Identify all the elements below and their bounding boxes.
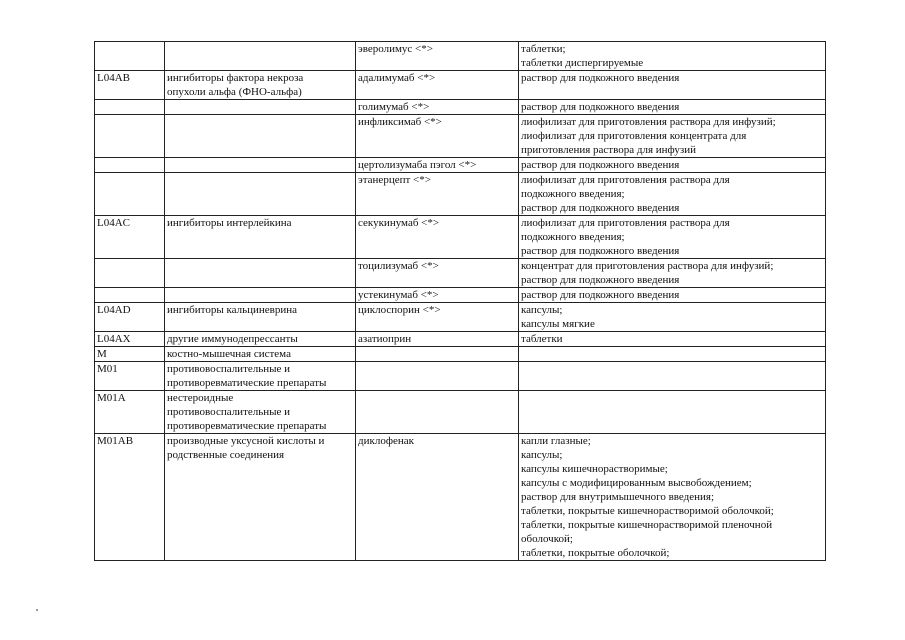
atc-code — [97, 115, 162, 129]
pharmacological-group-cell — [165, 115, 356, 158]
drug-name-cell — [356, 216, 519, 259]
drug-name: адалимумаб <*> — [358, 72, 436, 84]
table-row — [95, 362, 826, 391]
drug-name-cell — [356, 100, 519, 115]
group-line: костно-мышечная система — [167, 348, 291, 360]
atc-code-cell — [95, 288, 165, 303]
drug-name-cell — [356, 173, 519, 216]
atc-code — [97, 42, 162, 56]
table-row — [95, 303, 826, 332]
table-row — [95, 216, 826, 259]
drug-name-cell — [356, 42, 519, 71]
group-line: другие иммунодепрессанты — [167, 333, 298, 345]
table-row — [95, 434, 826, 561]
atc-code: M01A — [97, 392, 126, 404]
dosage-form-line: таблетки — [521, 333, 563, 345]
atc-code-cell — [95, 216, 165, 259]
dosage-form-line: капсулы; — [521, 304, 563, 316]
atc-code-cell — [95, 362, 165, 391]
atc-code-cell — [95, 158, 165, 173]
dosage-forms-cell — [519, 100, 826, 115]
dosage-form-line: капсулы мягкие — [521, 318, 595, 330]
pharmacological-group-cell — [165, 71, 356, 100]
dosage-forms-cell — [519, 115, 826, 158]
drug-name-cell — [356, 347, 519, 362]
table-row — [95, 391, 826, 434]
dosage-forms-cell — [519, 347, 826, 362]
dosage-form-line: капли глазные; — [521, 435, 591, 447]
atc-code-cell — [95, 115, 165, 158]
group-line: производные уксусной кислоты и — [167, 435, 325, 447]
atc-code-cell — [95, 332, 165, 347]
group-line: противоревматические препараты — [167, 377, 327, 389]
drug-name — [358, 347, 516, 361]
drug-name-cell — [356, 259, 519, 288]
atc-code: M01 — [97, 363, 118, 375]
atc-code-cell — [95, 71, 165, 100]
atc-code — [97, 259, 162, 273]
drug-name: голимумаб <*> — [358, 101, 430, 113]
drug-name: цертолизумаба пэгол <*> — [358, 159, 477, 171]
drug-name-cell — [356, 434, 519, 561]
dosage-form-line: таблетки; — [521, 43, 566, 55]
pharmacological-group-cell — [165, 391, 356, 434]
atc-code: L04AB — [97, 72, 130, 84]
table-row — [95, 115, 826, 158]
dosage-forms-cell — [519, 362, 826, 391]
dosage-forms-cell — [519, 158, 826, 173]
pharmacological-group-cell — [165, 434, 356, 561]
dosage-form-line: лиофилизат для приготовления раствора для — [521, 217, 730, 229]
dosage-form-line: концентрат для приготовления раствора для инфузий; — [521, 260, 774, 272]
dosage-form-line: раствор для подкожного введения — [521, 245, 680, 257]
table-row — [95, 259, 826, 288]
dosage-forms-cell — [519, 216, 826, 259]
drug-name-cell — [356, 362, 519, 391]
atc-code-cell — [95, 42, 165, 71]
dosage-form-line: лиофилизат для приготовления раствора для инфузий; — [521, 116, 776, 128]
group-line: противовоспалительные и — [167, 363, 291, 375]
dosage-form-line: раствор для подкожного введения — [521, 202, 680, 214]
drug-name: тоцилизумаб <*> — [358, 260, 439, 272]
dosage-form-line: раствор для подкожного введения — [521, 289, 680, 301]
dosage-forms-cell — [519, 303, 826, 332]
drug-name: устекинумаб <*> — [358, 289, 439, 301]
atc-code: L04AX — [97, 333, 131, 345]
dosage-form-line: капсулы; — [521, 449, 563, 461]
pharmacological-group-cell — [165, 216, 356, 259]
dosage-forms-cell — [519, 173, 826, 216]
dosage-form-line: таблетки диспергируемые — [521, 57, 644, 69]
dosage-form-line: таблетки, покрытые оболочкой; — [521, 547, 670, 559]
dosage-form-line: капсулы с модифицированным высвобождением; — [521, 477, 752, 489]
dosage-form-line: подкожного введения; — [521, 231, 625, 243]
dosage-form-line: раствор для подкожного введения — [521, 274, 680, 286]
dosage-form-line: раствор для подкожного введения — [521, 101, 680, 113]
drug-name-cell — [356, 115, 519, 158]
atc-code — [97, 158, 162, 172]
dosage-forms-cell — [519, 332, 826, 347]
drug-name: диклофенак — [358, 435, 414, 447]
pharmacological-group-cell — [165, 347, 356, 362]
scan-speck — [36, 609, 38, 611]
drug-name: циклоспорин <*> — [358, 304, 441, 316]
group-line: противоревматические препараты — [167, 420, 327, 432]
group-line: родственные соединения — [167, 449, 285, 461]
atc-code: L04AC — [97, 217, 130, 229]
pharmacological-group-cell — [165, 173, 356, 216]
atc-code-cell — [95, 391, 165, 434]
group-line: ингибиторы фактора некроза — [167, 72, 304, 84]
pharmacological-group-cell — [165, 100, 356, 115]
dosage-form-line: оболочкой; — [521, 533, 573, 545]
pharmacological-group-cell — [165, 158, 356, 173]
atc-code — [97, 100, 162, 114]
pharmacological-group-cell — [165, 303, 356, 332]
drug-table — [94, 41, 826, 561]
drug-name: азатиоприн — [358, 333, 412, 345]
table-row — [95, 71, 826, 100]
dosage-form-line: лиофилизат для приготовления раствора для — [521, 174, 730, 186]
atc-code — [97, 173, 162, 187]
pharmacological-group-cell — [165, 42, 356, 71]
dosage-form-line: таблетки, покрытые кишечнорастворимой пленочной — [521, 519, 773, 531]
dosage-forms-cell — [519, 288, 826, 303]
drug-name: этанерцепт <*> — [358, 174, 431, 186]
atc-code-cell — [95, 434, 165, 561]
dosage-form-line: таблетки, покрытые кишечнорастворимой оболочкой; — [521, 505, 774, 517]
drug-name-cell — [356, 71, 519, 100]
drug-name-cell — [356, 332, 519, 347]
dosage-forms-cell — [519, 391, 826, 434]
atc-code: M — [97, 348, 107, 360]
drug-name: эверолимус <*> — [358, 43, 433, 55]
pharmacological-group-cell — [165, 288, 356, 303]
dosage-form-line: подкожного введения; — [521, 188, 625, 200]
atc-code-cell — [95, 100, 165, 115]
dosage-forms-cell — [519, 259, 826, 288]
table-row — [95, 347, 826, 362]
atc-code: L04AD — [97, 304, 131, 316]
table-row — [95, 158, 826, 173]
atc-code-cell — [95, 303, 165, 332]
pharmacological-group-cell — [165, 332, 356, 347]
dosage-forms-cell — [519, 434, 826, 561]
dosage-form-line: раствор для подкожного введения — [521, 159, 680, 171]
dosage-form-line: лиофилизат для приготовления концентрата для — [521, 130, 747, 142]
group-line: ингибиторы интерлейкина — [167, 217, 292, 229]
atc-code-cell — [95, 347, 165, 362]
table-row — [95, 173, 826, 216]
dosage-form-line: раствор для внутримышечного введения; — [521, 491, 715, 503]
table-row — [95, 288, 826, 303]
drug-name: инфликсимаб <*> — [358, 116, 442, 128]
pharmacological-group-cell — [165, 362, 356, 391]
drug-name-cell — [356, 303, 519, 332]
group-line: нестероидные — [167, 392, 234, 404]
drug-name-cell — [356, 158, 519, 173]
atc-code-cell — [95, 173, 165, 216]
group-line: ингибиторы кальциневрина — [167, 304, 298, 316]
drug-name — [358, 391, 516, 405]
drug-name-cell — [356, 391, 519, 434]
table-body — [95, 42, 826, 561]
group-line: опухоли альфа (ФНО-альфа) — [167, 86, 302, 98]
dosage-form-line: раствор для подкожного введения — [521, 72, 680, 84]
dosage-forms-cell — [519, 71, 826, 100]
atc-code — [97, 288, 162, 302]
group-line: противовоспалительные и — [167, 406, 291, 418]
drug-name — [358, 362, 516, 376]
drug-name: секукинумаб <*> — [358, 217, 440, 229]
atc-code: M01AB — [97, 435, 134, 447]
table-row — [95, 42, 826, 71]
pharmacological-group-cell — [165, 259, 356, 288]
table-row — [95, 332, 826, 347]
dosage-forms-cell — [519, 42, 826, 71]
table-row — [95, 100, 826, 115]
dosage-form-line: капсулы кишечнорастворимые; — [521, 463, 668, 475]
dosage-form-line: приготовления раствора для инфузий — [521, 144, 696, 156]
atc-code-cell — [95, 259, 165, 288]
drug-name-cell — [356, 288, 519, 303]
